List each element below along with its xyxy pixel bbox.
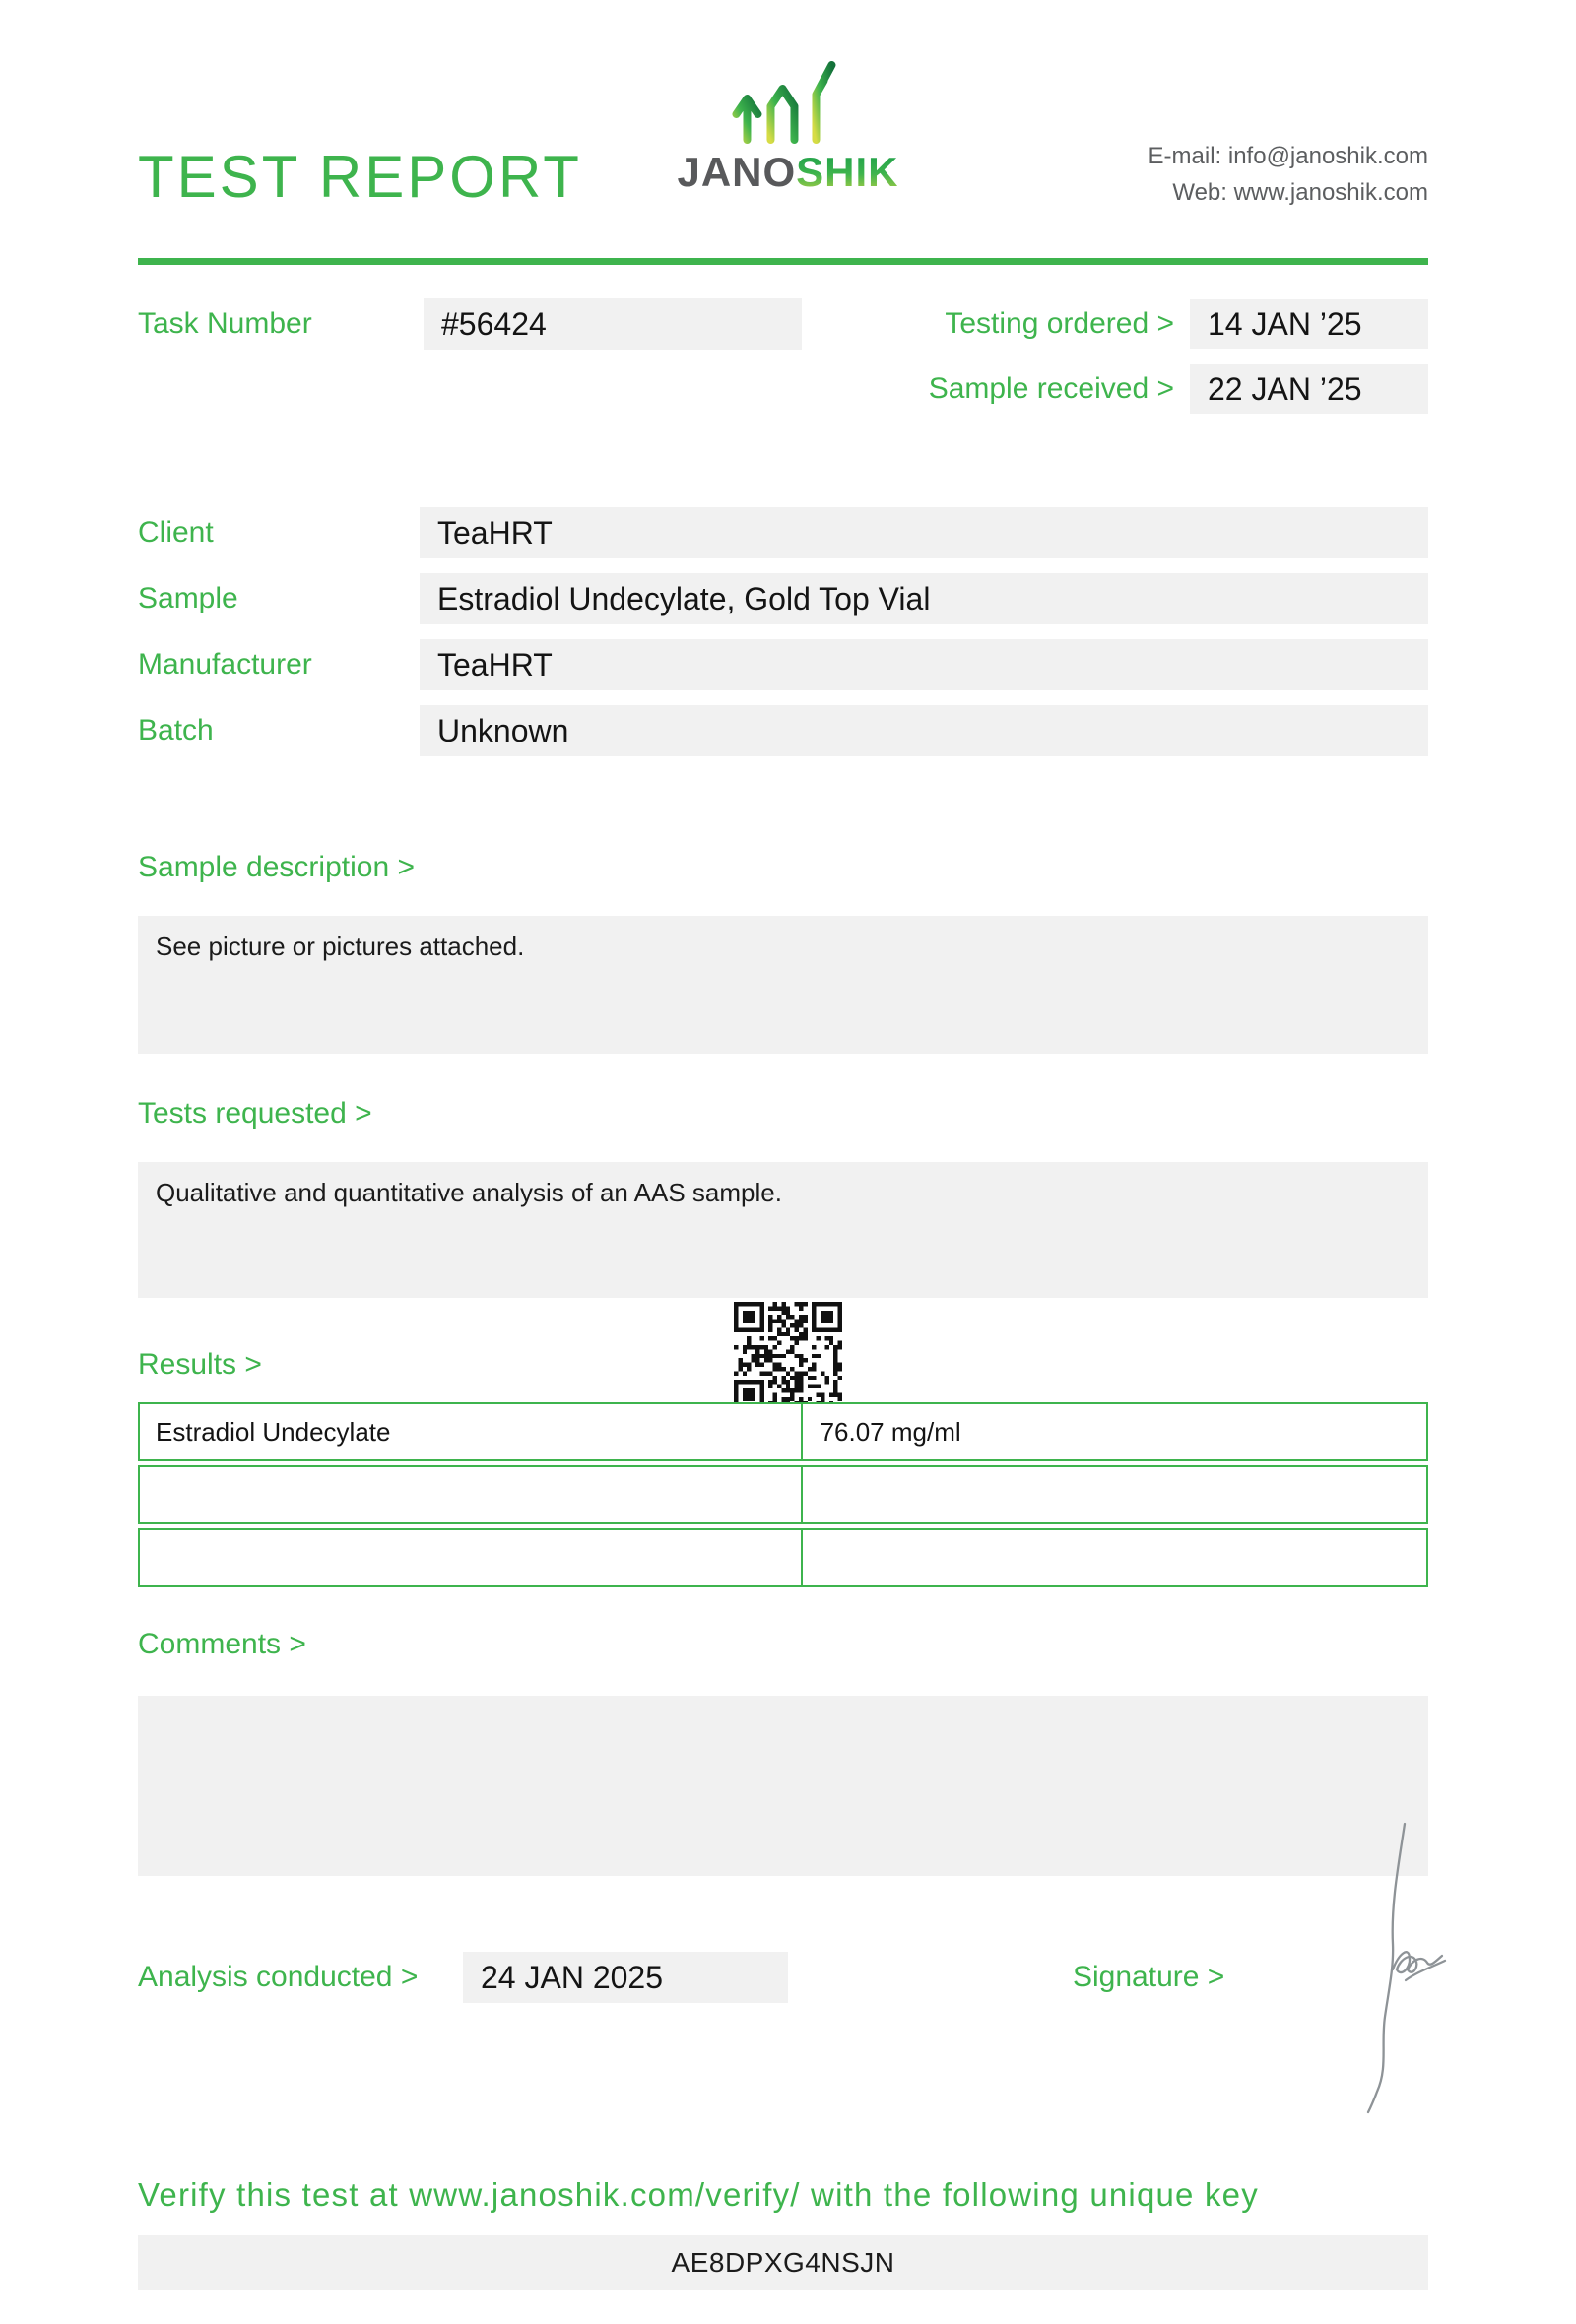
sample-received-label: Sample received > bbox=[928, 372, 1174, 405]
manufacturer-row bbox=[138, 639, 1428, 690]
sample-value: Estradiol Undecylate, Gold Top Vial bbox=[420, 573, 1428, 624]
logo-wordmark bbox=[677, 149, 899, 195]
header-divider bbox=[138, 258, 1428, 265]
logo-chart-icon bbox=[729, 57, 847, 144]
result-content-cell bbox=[803, 1530, 1426, 1585]
manufacturer-value: TeaHRT bbox=[420, 639, 1428, 690]
client-row bbox=[138, 507, 1428, 558]
sample-info-block bbox=[138, 507, 1428, 771]
batch-label: Batch bbox=[138, 714, 214, 746]
result-substance-cell bbox=[140, 1530, 803, 1585]
verify-instruction: Verify this test at www.janoshik.com/verify/ with the following unique key bbox=[138, 2176, 1259, 2213]
signature-label: Signature > bbox=[1073, 1961, 1225, 1993]
testing-ordered-label: Testing ordered > bbox=[945, 307, 1174, 340]
sample-received-value: 22 JAN ’25 bbox=[1190, 364, 1428, 414]
results-table bbox=[138, 1402, 1428, 1591]
batch-value: Unknown bbox=[420, 705, 1428, 756]
contact-email: E-mail: info@janoshik.com bbox=[1148, 143, 1428, 169]
batch-row bbox=[138, 705, 1428, 756]
testing-ordered-value: 14 JAN ’25 bbox=[1190, 299, 1428, 349]
result-content-cell bbox=[803, 1467, 1426, 1522]
task-number-value: #56424 bbox=[424, 298, 802, 350]
comments-heading: Comments > bbox=[138, 1628, 306, 1660]
client-label: Client bbox=[138, 516, 214, 549]
verify-key-box bbox=[138, 2235, 1428, 2290]
sample-row bbox=[138, 573, 1428, 624]
comments-box bbox=[138, 1696, 1428, 1876]
analysis-conducted-value: 24 JAN 2025 bbox=[463, 1952, 788, 2003]
results-table-row bbox=[138, 1465, 1428, 1524]
logo-text-jano: JANO bbox=[677, 149, 797, 195]
qr-code-image bbox=[734, 1302, 842, 1410]
page-title: TEST REPORT bbox=[138, 144, 582, 210]
sample-description-heading: Sample description > bbox=[138, 851, 415, 883]
result-substance-cell bbox=[140, 1467, 803, 1522]
signature-image bbox=[1310, 1820, 1458, 2115]
result-content-cell: 76.07 mg/ml bbox=[820, 1416, 961, 1447]
client-value: TeaHRT bbox=[420, 507, 1428, 558]
results-table-row bbox=[138, 1528, 1428, 1587]
contact-block bbox=[1149, 138, 1428, 211]
logo-text-shik: SHIK bbox=[796, 149, 899, 195]
tests-requested-box bbox=[138, 1162, 1428, 1298]
janoshik-logo bbox=[677, 57, 898, 193]
verify-key: AE8DPXG4NSJN bbox=[671, 2247, 895, 2278]
tests-requested-heading: Tests requested > bbox=[138, 1097, 372, 1130]
task-number-row bbox=[138, 298, 802, 350]
testing-ordered-row bbox=[929, 298, 1428, 350]
sample-description-box bbox=[138, 916, 1428, 1054]
contact-web: Web: www.janoshik.com bbox=[1172, 179, 1428, 206]
tests-requested-text: Qualitative and quantitative analysis of an AAS sample. bbox=[156, 1178, 782, 1207]
sample-label: Sample bbox=[138, 582, 238, 614]
sample-received-row bbox=[929, 363, 1428, 415]
analysis-conducted-label: Analysis conducted > bbox=[138, 1961, 419, 1993]
results-table-row bbox=[138, 1402, 1428, 1461]
sample-description-text: See picture or pictures attached. bbox=[156, 932, 525, 961]
manufacturer-label: Manufacturer bbox=[138, 648, 312, 680]
dates-block bbox=[929, 298, 1428, 428]
task-number-label: Task Number bbox=[138, 307, 312, 340]
results-heading: Results > bbox=[138, 1348, 262, 1381]
result-substance-cell: Estradiol Undecylate bbox=[140, 1404, 803, 1459]
